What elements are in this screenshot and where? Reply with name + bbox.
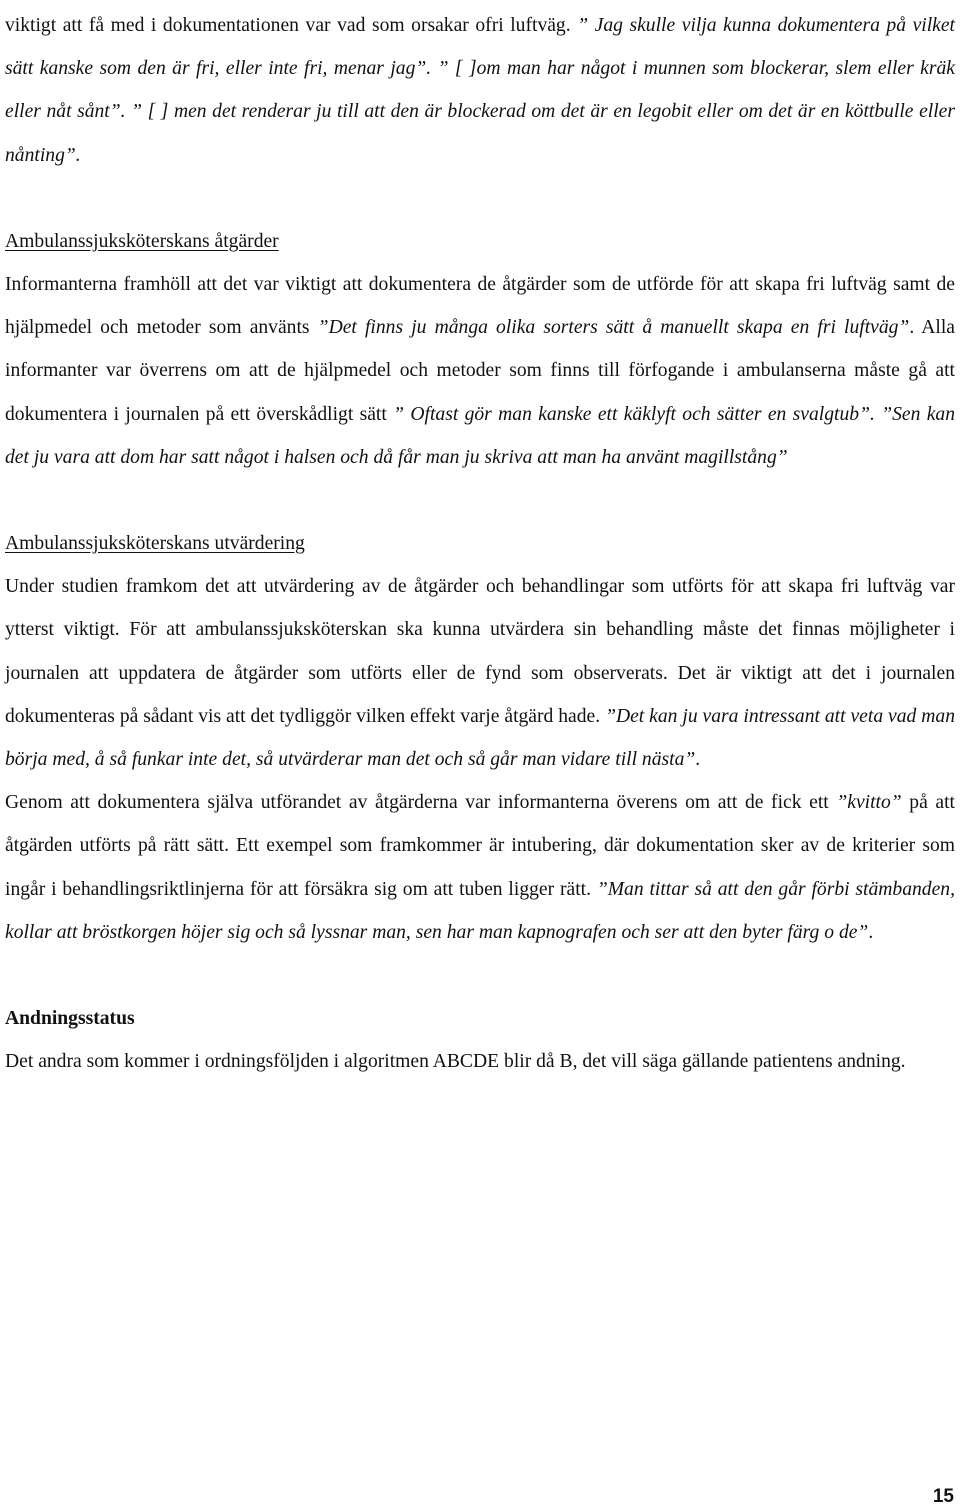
intro-quote-3: ” [ ] men det renderar ju till att den är blockerad om det är en legobit eller om det är en köttbulle eller nånting”. [5, 101, 955, 166]
document-page [5, 4, 955, 1083]
andning-text: Det andra som kommer i ordningsföljden i algoritmen ABCDE blir då B, det vill säga gällande patientens andning. [5, 1051, 906, 1073]
atgarder-quote-2: ” Oftast gör man kanske ett käklyft och sätter en svalgtub”. [393, 403, 882, 425]
intro-text: viktigt att få med i dokumentationen var vad som orsakar ofri luftväg. [5, 15, 578, 36]
atgarder-text-2: . Alla informanter var överrens om att de hjälpmedel och metoder som finns till förfogande i ambulanserna måste gå att dokumentera i journalen på ett överskådligt sätt [5, 317, 956, 425]
paragraph-atgarder [5, 263, 955, 479]
intro-quote-2: ” [ ]om man har något i munnen som blockerar, slem eller kräk eller nåt sånt”. [5, 58, 955, 123]
utvardering-text-3: Genom att dokumentera själva utförandet av åtgärderna var informanterna överens om att de fick ett [5, 792, 837, 814]
utvardering-text-2: . [695, 749, 701, 771]
heading-andningsstatus: Andningsstatus [5, 1008, 135, 1030]
atgarder-text-1: Informanterna framhöll att det var viktigt att dokumentera de åtgärder som de utförde för att skapa fri luftväg samt de hjälpmedel och metoder som använts [5, 274, 955, 339]
utvardering-quote-3: ”Man tittar så att den går förbi stämbanden, kollar att bröstkorgen höjer sig och så lyssnar man, sen har man kapnografen och ser att den byter färg o de” [5, 878, 955, 943]
utvardering-quote-1: ”Det kan ju vara intressant att veta vad man börja med, å så funkar inte det, så utvärderar man det och så går man vidare till nästa” [5, 705, 955, 771]
intro-paragraph [5, 4, 955, 177]
utvardering-text-5: . [868, 921, 874, 943]
page-number: 15 [932, 1486, 954, 1507]
heading-utvardering: Ambulanssjuksköterskans utvärdering [5, 533, 305, 555]
utvardering-text-1: Under studien framkom det att utvärdering av de åtgärder och behandlingar som utförts för att skapa fri luftväg var ytterst viktigt. För att ambulanssjuksköterskan ska kunna utvärdera sin behandling måste det finnas möjligheter i journalen att uppdatera de åtgärder som utförts eller de fynd som observerats. Det är viktigt att det i journalen dokumenteras på sådant vis att det tydliggör vilken effekt varje åtgärd hade. [5, 576, 955, 727]
paragraph-utvardering-2 [5, 781, 955, 954]
paragraph-andningsstatus [5, 1040, 955, 1083]
atgarder-quote-1: ”Det finns ju många olika sorters sätt å manuellt skapa en fri luftväg” [317, 317, 910, 339]
intro-quote-1: ” Jag skulle vilja kunna dokumentera på vilket sätt kanske som den är fri, eller inte fri, menar jag”. [5, 15, 955, 80]
utvardering-quote-2: ”kvitto” [836, 792, 902, 814]
heading-atgarder: Ambulanssjuksköterskans åtgärder [5, 230, 279, 252]
paragraph-utvardering-1 [5, 565, 955, 781]
utvardering-text-4: på att åtgärden utförts på rätt sätt. Ett exempel som framkommer är intubering, där dokumentation sker av de kriterier som ingår i behandlingsriktlinjerna för att försäkra sig om att tuben ligger rätt. [5, 792, 955, 900]
atgarder-quote-3: ”Sen kan det ju vara att dom har satt något i halsen och då får man ju skriva att man ha använt magillstång” [5, 403, 955, 468]
